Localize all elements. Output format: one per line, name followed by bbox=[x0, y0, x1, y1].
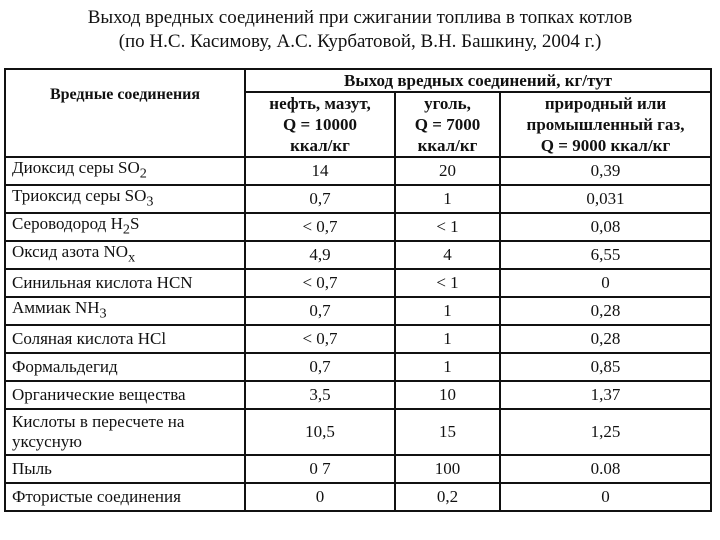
header-compounds: Вредные соединения bbox=[5, 69, 245, 157]
table-row bbox=[5, 185, 711, 213]
table-row bbox=[5, 157, 711, 185]
value-oil: 14 bbox=[245, 157, 395, 185]
table-row bbox=[5, 455, 711, 483]
value-gas: 0,28 bbox=[500, 297, 711, 325]
table-row bbox=[5, 269, 711, 297]
table-body bbox=[5, 157, 711, 511]
title-line-2: (по Н.С. Касимову, А.С. Курбатовой, В.Н. Башкину, 2004 г.) bbox=[118, 31, 602, 52]
table-row bbox=[5, 325, 711, 353]
compound-name: Пыль bbox=[5, 455, 245, 483]
value-coal: 1 bbox=[395, 297, 500, 325]
value-oil: < 0,7 bbox=[245, 269, 395, 297]
compound-name: Сероводород $H_2S$ bbox=[5, 213, 245, 241]
value-coal: 1 bbox=[395, 185, 500, 213]
table-row bbox=[5, 297, 711, 325]
value-gas: 0,28 bbox=[500, 325, 711, 353]
emissions-table bbox=[4, 68, 712, 512]
compound-name: Синильная кислота HCN bbox=[5, 269, 245, 297]
value-oil: 3,5 bbox=[245, 381, 395, 409]
value-oil: 0,7 bbox=[245, 353, 395, 381]
value-gas: 0 bbox=[500, 483, 711, 511]
table-row bbox=[5, 213, 711, 241]
value-gas: 1,37 bbox=[500, 381, 711, 409]
value-coal: 1 bbox=[395, 353, 500, 381]
value-coal: < 1 bbox=[395, 213, 500, 241]
value-oil: 0,7 bbox=[245, 185, 395, 213]
header-coal: уголь, Q = 7000 ккал/кг bbox=[395, 92, 500, 157]
value-coal: 4 bbox=[395, 241, 500, 269]
compound-name: Аммиак $NH_3$ bbox=[5, 297, 245, 325]
value-gas: 6,55 bbox=[500, 241, 711, 269]
compound-name: Соляная кислота HCl bbox=[5, 325, 245, 353]
compound-name: Органические вещества bbox=[5, 381, 245, 409]
value-oil: 0 7 bbox=[245, 455, 395, 483]
value-gas: 1,25 bbox=[500, 409, 711, 455]
value-oil: 0 bbox=[245, 483, 395, 511]
value-coal: 100 bbox=[395, 455, 500, 483]
value-gas: 0,08 bbox=[500, 213, 711, 241]
value-gas: 0 bbox=[500, 269, 711, 297]
compound-name: Формальдегид bbox=[5, 353, 245, 381]
value-oil: < 0,7 bbox=[245, 325, 395, 353]
value-oil: 4,9 bbox=[245, 241, 395, 269]
value-coal: 0,2 bbox=[395, 483, 500, 511]
header-gas: природный или промышленный газ, Q = 9000 ккал/кг bbox=[500, 92, 711, 157]
header-oil: нефть, мазут, Q = 10000 ккал/кг bbox=[245, 92, 395, 157]
compound-name: Фтористые соединения bbox=[5, 483, 245, 511]
value-gas: 0,39 bbox=[500, 157, 711, 185]
value-gas: 0.08 bbox=[500, 455, 711, 483]
table-row bbox=[5, 381, 711, 409]
value-coal: 1 bbox=[395, 325, 500, 353]
value-coal: 15 bbox=[395, 409, 500, 455]
value-coal: 10 bbox=[395, 381, 500, 409]
title-line-1: Выход вредных соединений при сжигании топлива в топках котлов bbox=[87, 7, 633, 28]
compound-name: Кислоты в пересчете на уксусную bbox=[5, 409, 245, 455]
table-row bbox=[5, 353, 711, 381]
value-oil: 0,7 bbox=[245, 297, 395, 325]
compound-name: Триоксид серы $SO_3$ bbox=[5, 185, 245, 213]
page-title bbox=[0, 6, 720, 54]
value-oil: < 0,7 bbox=[245, 213, 395, 241]
value-coal: < 1 bbox=[395, 269, 500, 297]
value-gas: 0,031 bbox=[500, 185, 711, 213]
table-row bbox=[5, 483, 711, 511]
compound-name: Диоксид серы $SO_2$ bbox=[5, 157, 245, 185]
table-row bbox=[5, 409, 711, 455]
value-gas: 0,85 bbox=[500, 353, 711, 381]
header-group: Выход вредных соединений, кг/тут bbox=[245, 69, 711, 92]
table-row bbox=[5, 241, 711, 269]
value-coal: 20 bbox=[395, 157, 500, 185]
value-oil: 10,5 bbox=[245, 409, 395, 455]
compound-name: Оксид азота $NO_x$ bbox=[5, 241, 245, 269]
